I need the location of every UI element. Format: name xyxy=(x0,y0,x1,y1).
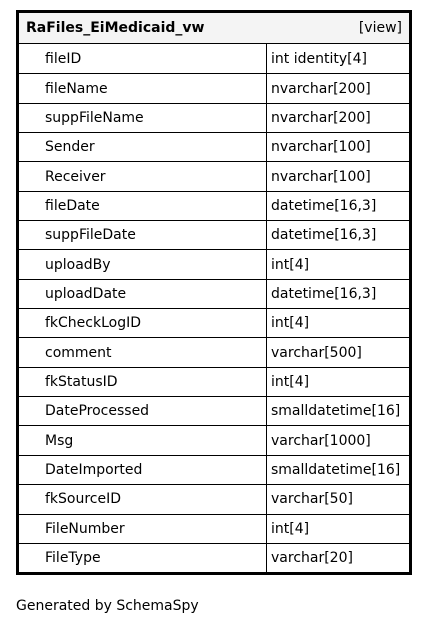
column-type: int[4] xyxy=(271,315,310,332)
column-row[interactable] xyxy=(19,249,409,278)
column-type: datetime[16,3] xyxy=(271,285,377,302)
column-type: int[4] xyxy=(271,520,310,537)
column-row[interactable] xyxy=(19,103,409,132)
column-type: varchar[20] xyxy=(271,550,353,567)
column-row[interactable] xyxy=(19,367,409,396)
column-name: fkStatusID xyxy=(19,368,267,396)
column-name: FileNumber xyxy=(19,515,267,543)
column-name: FileType xyxy=(19,544,267,572)
entity-table xyxy=(16,10,412,575)
column-name: suppFileDate xyxy=(19,221,267,249)
column-type: varchar[50] xyxy=(271,491,353,508)
column-name: fileID xyxy=(19,44,267,73)
column-type: int[4] xyxy=(271,256,310,273)
column-name: Receiver xyxy=(19,162,267,190)
column-row[interactable] xyxy=(19,220,409,249)
column-name: fkSourceID xyxy=(19,485,267,513)
column-type: datetime[16,3] xyxy=(271,197,377,214)
column-name: fileName xyxy=(19,74,267,102)
column-name: Sender xyxy=(19,133,267,161)
column-name: uploadBy xyxy=(19,250,267,278)
column-type: int[4] xyxy=(271,373,310,390)
entity-kind-label: [view] xyxy=(358,20,402,36)
column-type: nvarchar[200] xyxy=(271,80,371,97)
column-type: varchar[500] xyxy=(271,344,362,361)
column-row[interactable] xyxy=(19,161,409,190)
column-name: Msg xyxy=(19,426,267,454)
column-type: datetime[16,3] xyxy=(271,227,377,244)
column-name: DateProcessed xyxy=(19,397,267,425)
column-type: nvarchar[100] xyxy=(271,168,371,185)
column-type: nvarchar[200] xyxy=(271,109,371,126)
column-row[interactable] xyxy=(19,514,409,543)
column-name: suppFileName xyxy=(19,104,267,132)
column-name: fileDate xyxy=(19,192,267,220)
column-name: DateImported xyxy=(19,456,267,484)
column-row[interactable] xyxy=(19,337,409,366)
column-name: fkCheckLogID xyxy=(19,309,267,337)
column-row[interactable] xyxy=(19,484,409,513)
column-row[interactable] xyxy=(19,308,409,337)
entity-header xyxy=(19,13,409,44)
column-type: nvarchar[100] xyxy=(271,139,371,156)
column-type: int identity[4] xyxy=(271,50,367,67)
column-row[interactable] xyxy=(19,73,409,102)
column-row[interactable] xyxy=(19,543,409,572)
column-row[interactable] xyxy=(19,44,409,73)
column-row[interactable] xyxy=(19,425,409,454)
column-name: comment xyxy=(19,338,267,366)
column-row[interactable] xyxy=(19,132,409,161)
column-list xyxy=(19,44,409,572)
generated-by-footer: Generated by SchemaSpy xyxy=(16,598,199,614)
column-type: varchar[1000] xyxy=(271,432,371,449)
column-row[interactable] xyxy=(19,455,409,484)
column-type: smalldatetime[16] xyxy=(271,461,401,478)
entity-title[interactable]: RaFiles_EiMedicaid_vw xyxy=(26,20,205,36)
column-row[interactable] xyxy=(19,279,409,308)
column-row[interactable] xyxy=(19,191,409,220)
column-row[interactable] xyxy=(19,396,409,425)
column-name: uploadDate xyxy=(19,280,267,308)
column-type: smalldatetime[16] xyxy=(271,403,401,420)
